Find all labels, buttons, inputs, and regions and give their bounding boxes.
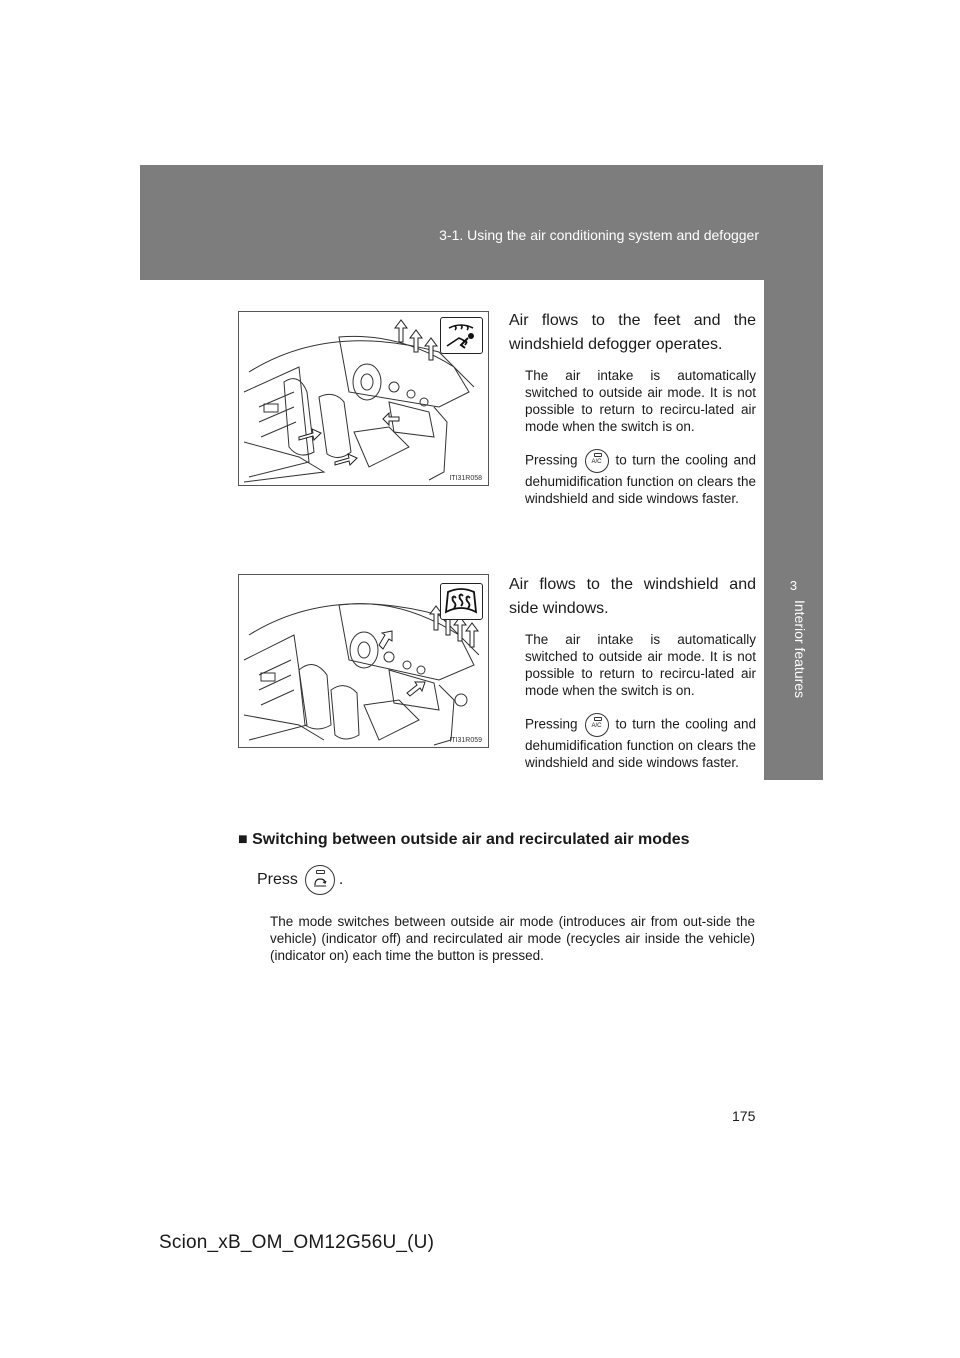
figure-windshield-mode: [238, 574, 489, 748]
footer-document-code: Scion_xB_OM_OM12G56U_(U): [159, 1232, 435, 1253]
chapter-label: Interior features: [792, 600, 808, 699]
figure-code: ITI31R059: [449, 737, 482, 744]
windshield-defroster-icon: [440, 583, 483, 620]
mode-body: The air intake is automatically switched to outside air mode. It is not possible to return to recircu-lated air mode when the switch is on.: [525, 632, 756, 698]
pressing-instruction: [525, 449, 756, 507]
pressing-result: to turn the cooling and dehumidification function on clears the windshield and side windows faster.: [525, 452, 756, 506]
mode-body: The air intake is automatically switched to outside air mode. It is not possible to return to recircu-lated air mode when the switch is on.: [525, 368, 756, 434]
mode-description-windshield: [509, 573, 756, 785]
figure-feet-windshield-mode: [238, 311, 489, 486]
pressing-result: to turn the cooling and dehumidification function on clears the windshield and side windows faster.: [525, 716, 756, 770]
press-instruction: [257, 862, 343, 898]
page-number: 175: [732, 1108, 756, 1124]
chapter-side-tab[interactable]: [764, 280, 823, 780]
pressing-label: Pressing: [525, 716, 578, 732]
feet-and-windshield-icon: [440, 317, 483, 354]
section-heading-text: Switching between outside air and recirculated air modes: [252, 831, 690, 848]
section-title: 3-1. Using the air conditioning system and defogger: [439, 227, 759, 243]
ac-button-icon: A/C: [585, 449, 609, 473]
pressing-instruction: [525, 713, 756, 771]
mode-title: Air flows to the feet and the windshield defogger operates.: [509, 312, 756, 353]
section-marker: ■: [238, 831, 248, 848]
recirculation-icon: [305, 865, 335, 895]
section-heading: [238, 831, 690, 849]
mode-switch-note: The mode switches between outside air mode (introduces air from out-side the vehicle) (indicator off) and recirculated air mode (recycles air inside the vehicle) (indicator on) each time the button is pressed.: [270, 914, 755, 963]
press-period: .: [338, 871, 344, 888]
press-label: Press: [257, 871, 298, 888]
ac-button-icon: A/C: [585, 713, 609, 737]
pressing-label: Pressing: [525, 452, 578, 468]
mode-description-feet-windshield: [509, 309, 756, 521]
chapter-number: 3: [789, 578, 798, 593]
mode-title: Air flows to the windshield and side windows.: [509, 576, 756, 617]
figure-code: ITI31R058: [449, 475, 482, 482]
header-band: [140, 165, 823, 280]
